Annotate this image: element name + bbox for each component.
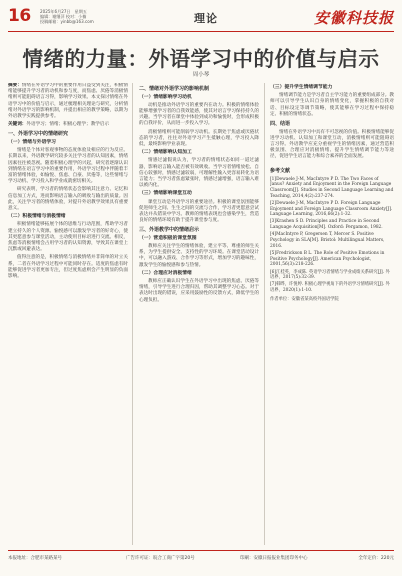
subsection-heading: （一）情绪影响学习动机 xyxy=(139,94,192,100)
footer-rule xyxy=(8,550,394,551)
footer-price: 全年定价：220元 xyxy=(358,556,394,561)
paragraph: 情绪调节能力是学习者自主学习能力的重要组成部分。教师可以引导学生认识自身的情绪变化，掌握积极的自我对话、目标设定等调节策略，使其能够在学习过程中保持稳定、积极的情绪状态。 xyxy=(270,93,394,117)
paragraph: 研究表明，学习者的情绪状态会影响其注意力、记忆和信息加工方式，进而影响语言输入的吸收与输出的质量。因此，关注学习者的情绪体验，对提升外语教学效果具有重要意义。 xyxy=(8,187,128,211)
masthead-logo: 安徽科技报 xyxy=(313,9,394,27)
footer-printer: 印刷：安徽日报报业集团印务中心 xyxy=(240,556,308,561)
subsection-heading: （三）提升学生情绪调节能力 xyxy=(270,85,333,90)
paragraph: 值得注意的是，积极情绪与消极情绪并非简单的对立关系，二者在外语学习过程中可能同时存在。适度的焦虑有时能够促进学习者更加专注，但过度焦虑则会产生明显的负面影响。 xyxy=(8,255,128,279)
paragraph: 消极情绪则可能削弱学习动机。长期处于焦虑或厌倦状态的学习者，往往对外语学习产生抵触心理，学习投入降低，最终影响学业表现。 xyxy=(139,129,259,147)
reference-item: [1]Dewaele J-M, MacIntyre P D. The Two Faces of Janus? Anxiety and Enjoyment in the Foreign Language Classroom[J]. Studies in Second Language Learning and Teaching, 2014,4(2):237-274. xyxy=(270,176,394,199)
section-heading: 四、结语 xyxy=(270,121,291,128)
article-author: 周小琴 xyxy=(192,72,210,78)
paragraph: 积极情绪能够拓展个体的思维与行动范围，帮助学习者建立持久的个人资源。愉悦感可以激发学习者的好奇心，使其更愿意参与课堂活动，主动使用目标语进行交流。相反，焦虑等消极情绪会占用学习者的认知资源，导致其在课堂上沉默或回避表达。 xyxy=(8,222,128,253)
subsection-heading: （三）情绪影响课堂互动 xyxy=(139,191,192,197)
reference-item: [6]江桂英，李成陈. 英语学习者情绪与学业成绩关系研究[J]. 外语界，2017(5):32-39. xyxy=(270,269,390,281)
column-divider xyxy=(264,83,265,545)
email-line: 投稿邮箱：yinbb@163.com xyxy=(40,19,94,24)
header-meta xyxy=(40,9,150,24)
editor-line: 编辑：谢继萍 校对：小楠 xyxy=(40,14,87,19)
date-line: 2025年6月27日 星期五 xyxy=(40,9,87,14)
column-3 xyxy=(270,83,394,545)
keywords: 关键词：外语学习；情绪；积极心理学；教学启示 xyxy=(8,122,110,128)
column-2 xyxy=(139,83,259,545)
article-title: 情绪的力量：外语学习中的价值与启示 xyxy=(22,47,380,71)
section-heading: 二、情绪对外语学习的影响机制 xyxy=(139,86,210,92)
subsection-heading: （二）情绪影响认知加工 xyxy=(139,150,192,156)
header-rule xyxy=(8,31,394,32)
subsection-heading: （二）合理应对消极情绪 xyxy=(139,270,192,276)
paragraph: 情绪在外语学习中具有不可忽视的价值。积极情绪能够促进学习动机、认知加工和课堂互动，消极情绪则可能阻碍语言习得。外语教学应充分重视学生的情绪因素，通过营造积极氛围、合理应对消极情绪、提升学生情绪调节能力等途径，促进学生语言能力和综合素养的全面发展。 xyxy=(270,129,394,160)
page-header xyxy=(8,7,394,29)
paragraph: 情绪是个体对客观事物的态度体验及相应的行为反应。长期以来，外语教学研究较多关注学习者的认知因素，情绪因素往往被忽视。随着积极心理学的兴起，研究者逐渐认识到情绪在语言学习中的重要作用，外语学习过程中伴随着丰富的情绪体验，如愉悦、焦虑、自豪、厌倦等，这些情绪与学习动机、学习投入和学业成就密切相关。 xyxy=(8,148,128,185)
section-heading: 三、外语教学中的情绪启示 xyxy=(139,227,200,234)
reference-item: [3]Krashen S D. Principles and Practice in Second Language Acquisition[M]. Oxford: Pergamon, 1982. xyxy=(270,219,383,231)
section-name: 理论 xyxy=(194,12,218,25)
page-footer xyxy=(8,555,394,567)
footer-address: 本报地址：合肥市某路某号 xyxy=(8,556,62,561)
section-heading: 一、外语学习中的情绪研究 xyxy=(8,131,69,138)
column-divider xyxy=(132,83,133,545)
references-heading: 参考文献 xyxy=(270,167,291,174)
author-note: 作者单位：安徽省某高校外国语学院 xyxy=(270,296,339,302)
subsection-heading: （一）营造积极的课堂氛围 xyxy=(139,235,197,241)
reference-item: [4]MacIntyre P, Gregersen T, Mercer S. Positive Psychology in SLA[M]. Bristol: Multilingual Matters, 2016. xyxy=(270,232,385,249)
page-number: 16 xyxy=(8,6,31,26)
paragraph: 教师应关注学生的情绪体验，建立平等、尊重的师生关系，为学生提供安全、支持性的学习环境。在课堂活动设计中，可以融入游戏、合作学习等形式，增加学习的趣味性，激发学生的愉悦感和参与热情。 xyxy=(139,244,259,268)
paragraph: 情感过滤假说认为，学习者的情绪状态如同一道过滤器，影响语言输入能否被有效吸收。当学习者情绪放松、自信心较强时，情感过滤较弱，可理解性输入更容易转化为语言能力；当学习者焦虑紧张时，情感过滤增强，语言输入难以被内化。 xyxy=(139,158,259,189)
abstract: 摘要：情绪在外语学习中的重要作用日益受到关注，积极情绪能够提升学习者的动机和参与度，而焦虑、厌倦等消极情绪则可能阻碍语言习得，影响学习效果。本文探讨情绪在外语学习中的价值与启示，通过梳理相关理论与研究，分析情绪对外语学习的影响机制，并提出相应的教学策略，以期为外语教学实践提供参考。 xyxy=(8,83,128,120)
column-1 xyxy=(8,83,128,545)
reference-item: [2]Dewaele J-M, MacIntyre P D. Foreign Language Enjoyment and Foreign Language Classroom Anxiety[J]. Language Learning, 2016,66(2):1-32. xyxy=(270,200,393,218)
paragraph: 动机是推动外语学习的重要内在动力。积极的情绪体验能够增强学习者的自我效能感，使其对语言学习保持持久的兴趣。当学习者在课堂中体验到成功和愉悦时，会形成积极的自我评价，从而进一步投入学习。 xyxy=(139,102,259,127)
subsection-heading: （一）情绪与外语学习 xyxy=(8,139,56,145)
paragraph: 教师应正确认识学生在外语学习中出现的焦虑、厌倦等情绪，引导学生进行合理归因，帮助其调整学习心态。对于表达时出现的错误，应采用鼓励性的反馈方式，降低学生的心理负担。 xyxy=(139,279,259,303)
subsection-heading: （二）积极情绪与消极情绪 xyxy=(8,214,66,220)
paragraph: 课堂互动是外语学习的重要途径。积极的课堂氛围能够促进师生之间、生生之间的交流与合作，学习者更愿意尝试表达并从错误中学习。教师的情绪表现也会感染学生，营造良好的情绪环境有助于提升课堂参与度。 xyxy=(139,199,259,224)
reference-item: [5]Fredrickson B L. The Role of Positive Emotions in Positive Psychology[J]. American Psychologist, 2001,56(3):218-226. xyxy=(270,250,385,268)
reference-item: [7]韩晔，许悦婷. 积极心理学视角下的外语学习情绪研究[J]. 外语界，2020(1):1-10. xyxy=(270,282,390,294)
footer-licence: 广告许可证：皖合工商广字第20号 xyxy=(126,556,195,561)
